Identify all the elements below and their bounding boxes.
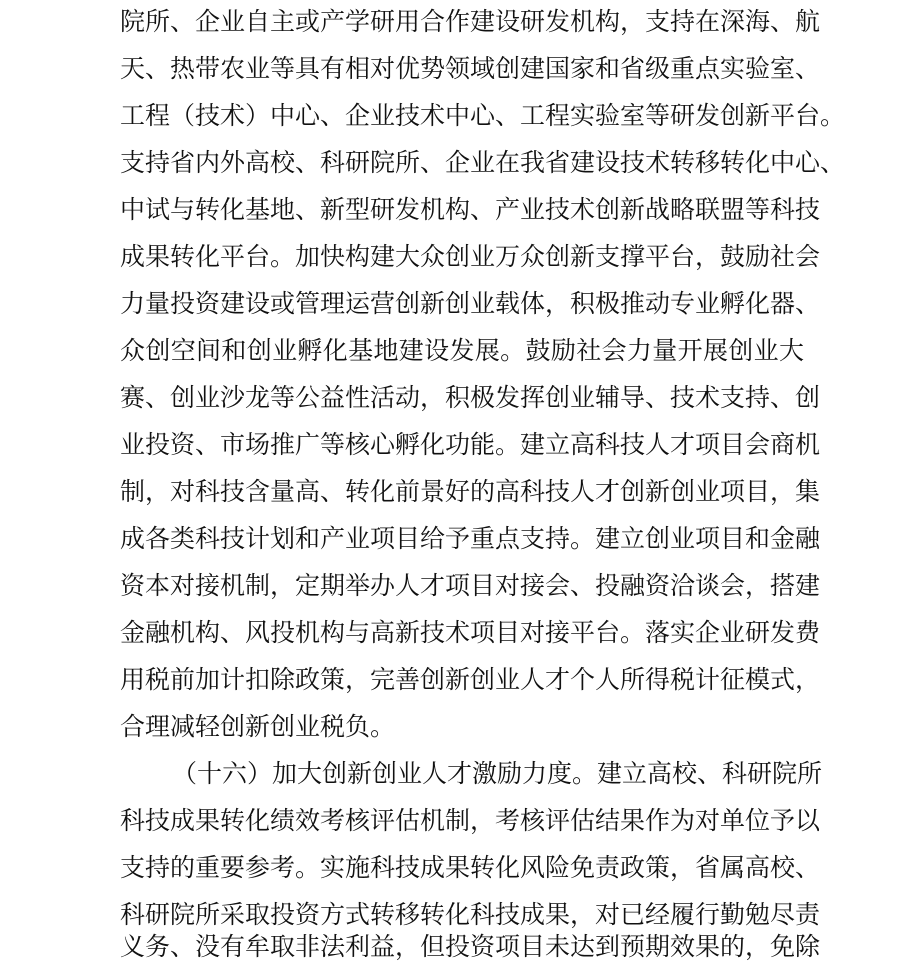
text-line: 金融机构、风投机构与高新技术项目对接平台。落实企业研发费: [120, 618, 821, 647]
text-line: 科研院所采取投资方式转移转化科技成果，对已经履行勤勉尽责: [120, 900, 821, 929]
text-line: 成各类科技计划和产业项目给予重点支持。建立创业项目和金融: [120, 524, 821, 553]
text-line: 工程（技术）中心、企业技术中心、工程实验室等研发创新平台。: [120, 101, 846, 130]
text-line: 力量投资建设或管理运营创新创业载体，积极推动专业孵化器、: [120, 289, 821, 318]
text-line: 支持省内外高校、科研院所、企业在我省建设技术转移转化中心、: [120, 148, 846, 177]
text-line: 义务、没有牟取非法利益，但投资项目未达到预期效果的，免除: [120, 932, 821, 961]
text-line: 赛、创业沙龙等公益性活动，积极发挥创业辅导、技术支持、创: [120, 383, 821, 412]
text-line: 科技成果转化绩效考核评估机制，考核评估结果作为对单位予以: [120, 806, 821, 835]
text-line: 用税前加计扣除政策，完善创新创业人才个人所得税计征模式，: [120, 665, 821, 694]
section-heading-line: （十六）加大创新创业人才激励力度。建立高校、科研院所: [172, 759, 823, 788]
text-line: 支持的重要参考。实施科技成果转化风险免责政策，省属高校、: [120, 853, 821, 882]
text-line: 成果转化平台。加快构建大众创业万众创新支撑平台，鼓励社会: [120, 242, 821, 271]
text-line: 业投资、市场推广等核心孵化功能。建立高科技人才项目会商机: [120, 430, 821, 459]
text-line: 院所、企业自主或产学研用合作建设研发机构，支持在深海、航: [120, 7, 821, 36]
text-line: 中试与转化基地、新型研发机构、产业技术创新战略联盟等科技: [120, 195, 821, 224]
text-line: 众创空间和创业孵化基地建设发展。鼓励社会力量开展创业大: [120, 336, 804, 365]
text-line: 制，对科技含量高、转化前景好的高科技人才创新创业项目，集: [120, 477, 821, 506]
text-line: 资本对接机制，定期举办人才项目对接会、投融资洽谈会，搭建: [120, 571, 821, 600]
text-line: 天、热带农业等具有相对优势领域创建国家和省级重点实验室、: [120, 54, 821, 83]
paragraph-end-line: 合理减轻创新创业税负。: [120, 712, 396, 741]
